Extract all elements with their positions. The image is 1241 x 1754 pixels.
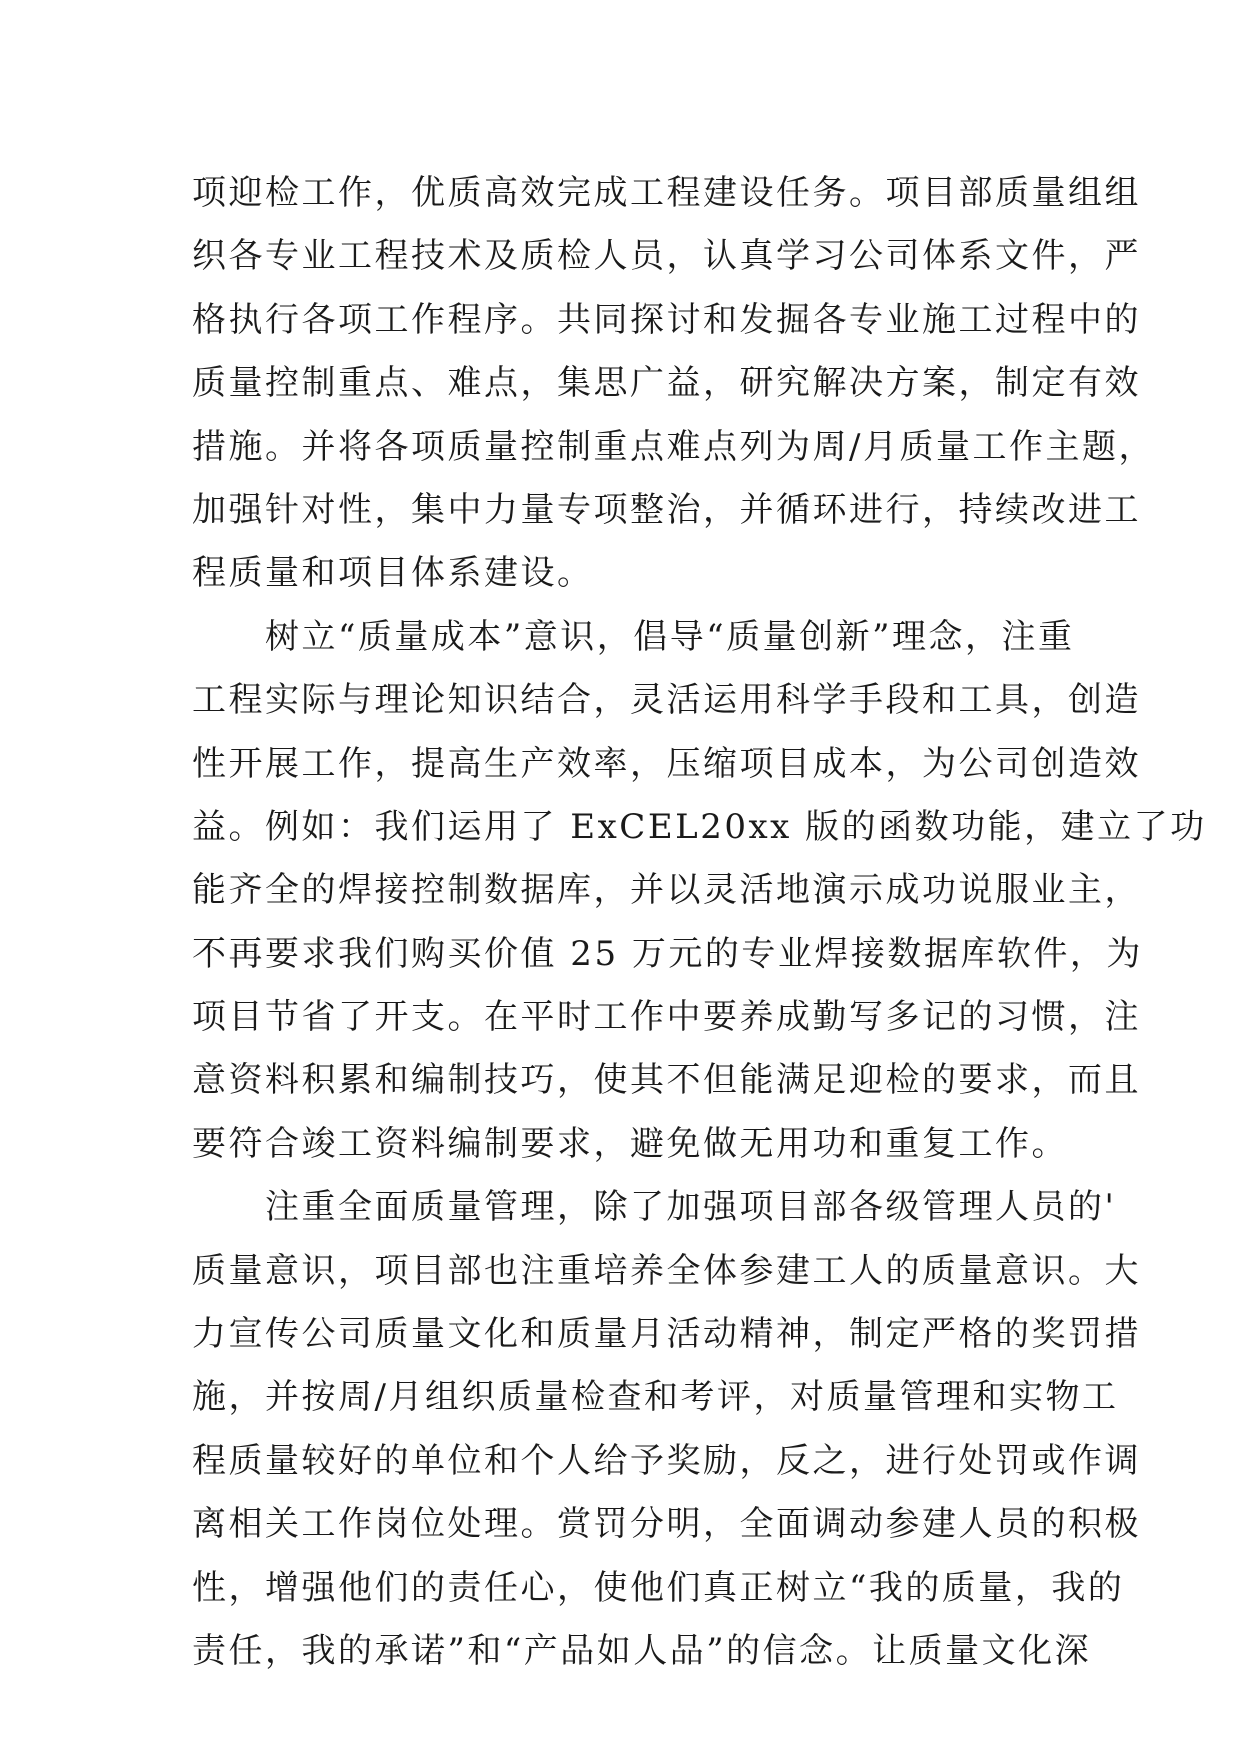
text-line: 项迎检工作，优质高效完成工程建设任务。项目部质量组组: [192, 173, 1141, 213]
text-line: 措施。并将各项质量控制重点难点列为周/月质量工作主题，: [192, 426, 1155, 467]
text-line: 注重全面质量管理，除了加强项目部各级管理人员的': [192, 1187, 1117, 1228]
text-line: 要符合竣工资料编制要求，避免做无用功和重复工作。: [192, 1123, 1068, 1164]
text-line: 责任，我的承诺”和“产品如人品”的信念。让质量文化深: [192, 1630, 1092, 1671]
text-line: 格执行各项工作程序。共同探讨和发掘各专业施工过程中的: [192, 299, 1141, 340]
text-line: 质量控制重点、难点，集思广益，研究解决方案，制定有效: [192, 363, 1141, 404]
text-line: 质量意识，项目部也注重培养全体参建工人的质量意识。大: [192, 1250, 1141, 1291]
text-line: 不再要求我们购买价值 25 万元的专业焊接数据库软件，为: [192, 933, 1143, 974]
text-line: 工程实际与理论知识结合，灵活运用科学手段和工具，创造: [192, 680, 1141, 721]
text-line: 性，增强他们的责任心，使他们真正树立“我的质量，我的: [192, 1567, 1125, 1608]
text-line: 项目节省了开支。在平时工作中要养成勤写多记的习惯，注: [192, 997, 1141, 1038]
text-line: 程质量和项目体系建设。: [192, 553, 594, 594]
text-line: 性开展工作，提高生产效率，压缩项目成本，为公司创造效: [192, 743, 1141, 784]
text-line: 织各专业工程技术及质检人员，认真学习公司体系文件，严: [192, 236, 1141, 277]
text-line: 施，并按周/月组织质量检查和考评，对质量管理和实物工: [192, 1377, 1119, 1418]
text-line: 意资料积累和编制技巧，使其不但能满足迎检的要求，而且: [192, 1060, 1141, 1101]
body-text: [192, 162, 1207, 1683]
text-line: 树立“质量成本”意识，倡导“质量创新”理念，注重: [192, 616, 1075, 657]
text-line: 力宣传公司质量文化和质量月活动精神，制定严格的奖罚措: [192, 1314, 1141, 1355]
text-line: 程质量较好的单位和个人给予奖励，反之，进行处罚或作调: [192, 1440, 1141, 1481]
text-line: 离相关工作岗位处理。赏罚分明，全面调动参建人员的积极: [192, 1504, 1141, 1545]
text-line: 益。例如：我们运用了 ExCEL20xx 版的函数功能，建立了功: [192, 806, 1207, 847]
text-line: 加强针对性，集中力量专项整治，并循环进行，持续改进工: [192, 489, 1141, 530]
text-line: 能齐全的焊接控制数据库，并以灵活地演示成功说服业主，: [192, 870, 1141, 911]
